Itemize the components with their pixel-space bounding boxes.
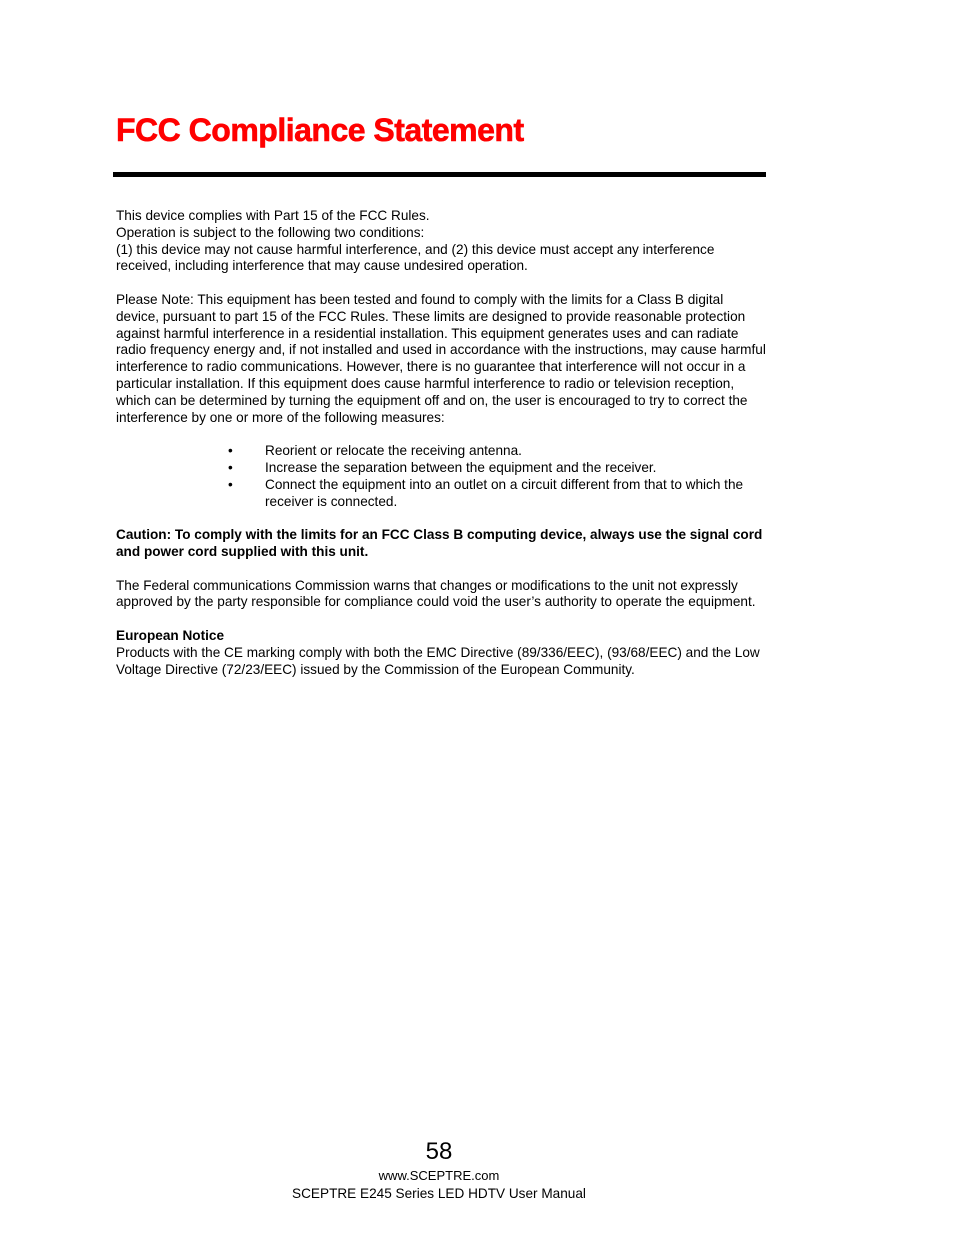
list-item [116, 460, 768, 477]
footer-url: www.SCEPTRE.com [378, 1168, 500, 1183]
spacer [116, 611, 768, 628]
bullet-icon: • [228, 476, 233, 492]
list-item-text: Reorient or relocate the receiving antenna. [265, 443, 522, 459]
page-number: 58 [425, 1138, 453, 1165]
spacer [116, 510, 768, 527]
list-item [116, 443, 768, 460]
european-notice-heading: European Notice [116, 627, 225, 643]
list-item-text: Connect the equipment into an outlet on a circuit different from that to which the receiver is connected. [265, 476, 744, 509]
bullet-icon: • [228, 443, 233, 459]
spacer [116, 561, 768, 578]
measures-list [116, 443, 768, 510]
fcc-warning-paragraph: The Federal communications Commission warns that changes or modifications to the unit not expressly approved by the party responsible for compliance could void the user’s authority to operate the equipment. [116, 577, 756, 610]
list-item-text: Increase the separation between the equipment and the receiver. [265, 459, 657, 475]
intro-line-3: (1) this device may not cause harmful interference, and (2) this device must accept any interference received, including interference that may cause undesired operation. [116, 241, 715, 274]
caution-paragraph: Caution: To comply with the limits for an FCC Class B computing device, always use the signal cord and power cord supplied with this unit. [116, 527, 763, 559]
spacer [116, 275, 768, 292]
intro-line-2: Operation is subject to the following two conditions: [116, 224, 425, 240]
page-title: FCC Compliance Statement [116, 112, 524, 148]
intro-line-1: This device complies with Part 15 of the FCC Rules. [116, 208, 430, 223]
footer-manual-title: SCEPTRE E245 Series LED HDTV User Manual [292, 1186, 586, 1201]
document-body [116, 208, 768, 678]
european-notice-text: Products with the CE marking comply with both the EMC Directive (89/336/EEC), (93/68/EEC) and the Low Voltage Directive (72/23/EEC) issued by the Commission of the European Community. [116, 644, 760, 677]
spacer [116, 426, 768, 443]
please-note-paragraph: Please Note: This equipment has been tested and found to comply with the limits for a Class B digital device, pursuant to part 15 of the FCC Rules. These limits are designed to provide reasonable protection against harmful interference in a residential installation. This equipment generates uses and can radiate radio frequency energy and, if not installed and used in accordance with the instructions, may cause harmful interference to radio communications. However, there is no guarantee that interference will not occur in a particular installation. If this equipment does cause harmful interference to radio or television reception, which can be determined by turning the equipment off and on, the user is encouraged to try to correct the interference by one or more of the following measures: [116, 291, 766, 425]
title-divider [113, 172, 766, 177]
list-item [116, 477, 768, 511]
bullet-icon: • [228, 459, 233, 475]
